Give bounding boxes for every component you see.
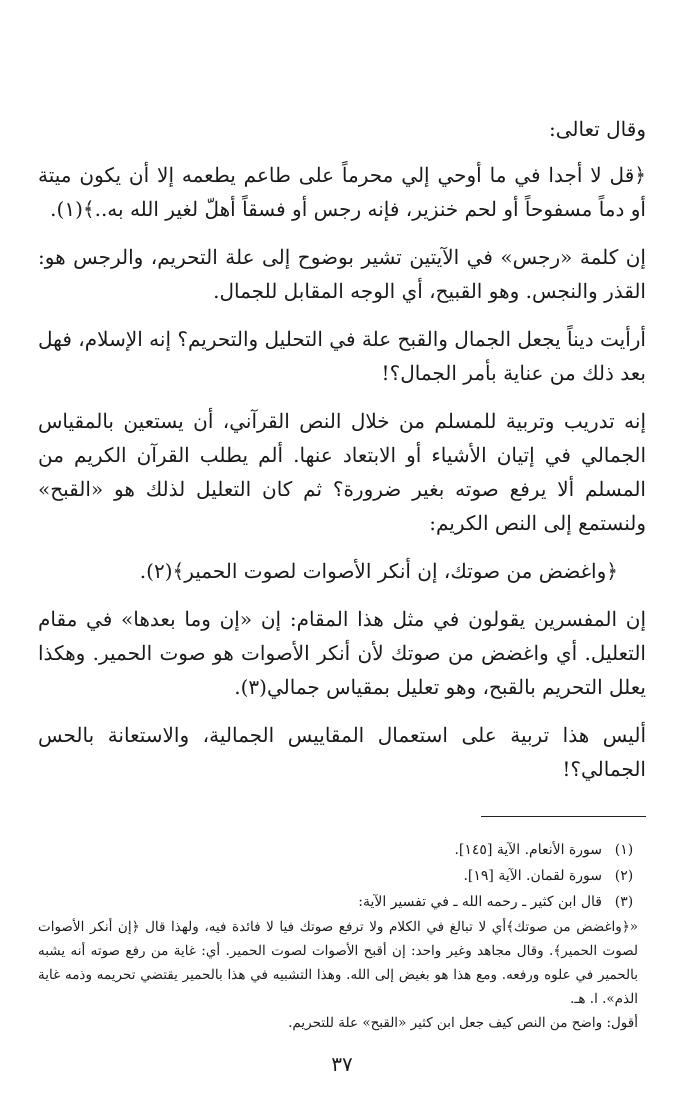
- footnote-3-comment: أقول: واضح من النص كيف جعل ابن كثير «القبح» علة للتحريم.: [288, 1015, 638, 1031]
- footnotes: [38, 837, 646, 1035]
- footnote-3: [38, 889, 646, 915]
- paragraph-question: أرأيت ديناً يجعل الجمال والقبح علة في التحليل والتحريم؟ إنه الإسلام، فهل بعد ذلك من عناية بأمر الجمال؟!: [38, 327, 646, 385]
- footnote-number: (٣): [614, 894, 634, 910]
- footnote-number: (١): [614, 842, 634, 858]
- page-number: ٣٧: [331, 1052, 353, 1076]
- footnote-1: [38, 837, 646, 863]
- footnote-2: [38, 863, 646, 889]
- paragraph-final: أليس هذا تربية على استعمال المقاييس الجمالية، والاستعانة بالحس الجمالي؟!: [38, 723, 646, 781]
- intro-text: وقال تعالى:: [548, 117, 646, 141]
- paragraph-rijs: إن كلمة «رجس» في الآيتين تشير بوضوح إلى علة التحريم، والرجس هو: القذر والنجس. وهو القبيح، أي الوجه المقابل للجمال.: [38, 245, 646, 303]
- quran-verse-anam: ﴿قل لا أجدا في ما أوحي إلي محرماً على طاعم يطعمه إلا أن يكون ميتة أو دماً مسفوحاً أو لحم خنزير، فإنه رجس أو فسقاً أهلّ لغير الله به..﴾(١).: [38, 163, 646, 221]
- quran-verse-luqman: ﴿واغضض من صوتك، إن أنكر الأصوات لصوت الحمير﴾(٢).: [139, 559, 618, 583]
- paragraph-mufassirin: إن المفسرين يقولون في مثل هذا المقام: إن «إن وما بعدها» في مقام التعليل. أي واغضض من صوتك لأن أنكر الأصوات هو صوت الحمير. وهكذا يعلل التحريم بالقبح، وهو تعليل بمقياس جمالي(٣).: [38, 607, 646, 699]
- footnote-text: سورة لقمان. الآية [١٩].: [463, 868, 602, 884]
- footnote-text: قال ابن كثير ـ رحمه الله ـ في تفسير الآية:: [358, 894, 602, 910]
- footnote-text: سورة الأنعام. الآية [١٤٥].: [454, 842, 602, 858]
- footnote-3-quote-text: «﴿واغضض من صوتك﴾أي لا تبالغ في الكلام ولا ترفع صوتك فيا لا فائدة فيه، ولهذا قال ﴿إن أنكر الأصوات لصوت الحمير﴾. وقال مجاهد وغير واحد: إن أقبح الأصوات لصوت الحمير. أي: غاية من رفع صوته أنه يشبه بالحمير في علوه ورفعه. ومع هذا هو بغيض إلى الله. وهذا التشبيه في هذا بالحمير يقتضي تحريمه وذمه غاية الذم». ا. هـ.: [38, 919, 638, 1007]
- footnote-3-quote: [38, 915, 646, 1035]
- paragraph-training: إنه تدريب وتربية للمسلم من خلال النص القرآني، أن يستعين بالمقياس الجمالي في إتيان الأشياء أو الابتعاد عنها. ألم يطلب القرآن الكريم من المسلم ألا يرفع صوته بغير ضرورة؟ ثم كان التعليل لذلك هو «القبح» ولنستمع إلى النص الكريم:: [38, 409, 646, 535]
- footnote-divider: [481, 816, 646, 817]
- footnote-number: (٢): [614, 868, 634, 884]
